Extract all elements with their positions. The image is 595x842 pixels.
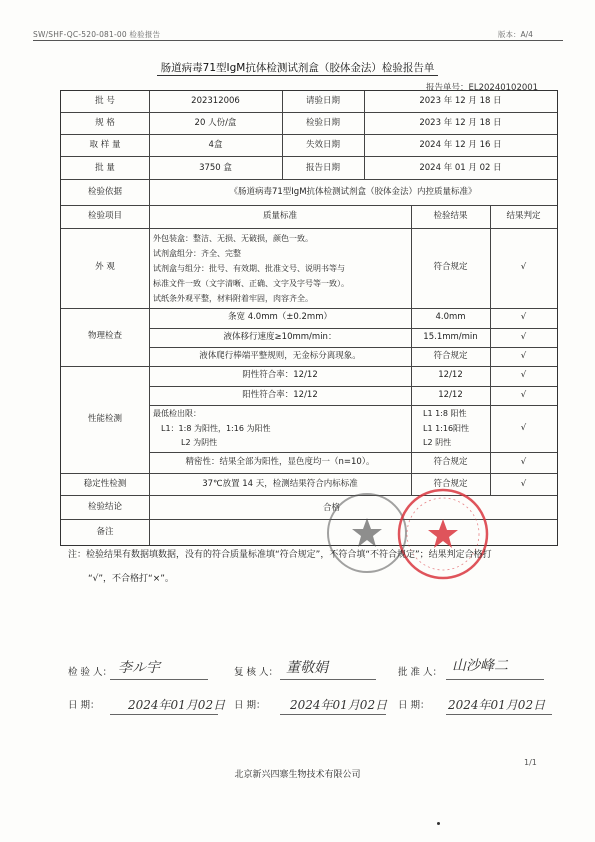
expiry-value: 2024 年 12 月 16 日 xyxy=(419,140,502,150)
company-name: 北京新兴四寨生物技术有限公司 xyxy=(234,770,361,780)
physical-judgement: √ xyxy=(520,332,527,342)
precision-result: 符合规定 xyxy=(433,457,468,467)
remarks-label: 备注 xyxy=(96,527,114,537)
header-rule xyxy=(33,40,563,41)
document-code: SW/SHF-QC-520-081-00 检验报告 xyxy=(33,30,161,39)
physical-result: 15.1mm/min xyxy=(423,332,478,342)
approver-date: 2024年01月02日 xyxy=(448,698,546,712)
apply-date-label: 请验日期 xyxy=(305,96,340,106)
reviewer-date-label: 日 期： xyxy=(234,700,266,711)
reviewer-signature: 董敬娟 xyxy=(286,660,328,676)
note-line: 注：检验结果有数据填数据，没有的符合质量标准填“符合规定”，不符合填“不符合规定”；结果判定合格打 xyxy=(68,550,492,560)
report-title: 肠道病毒71型IgM抗体检测试剂盒（胶体金法）检验报告单 xyxy=(0,60,595,75)
spec-label: 规 格 xyxy=(95,118,115,128)
basis-label: 检验依据 xyxy=(87,187,122,197)
performance-label: 性能检测 xyxy=(87,414,122,424)
positive-coincidence-result: 12/12 xyxy=(438,390,463,400)
precision-judgement: √ xyxy=(520,457,527,467)
approver-line xyxy=(446,679,544,680)
sample-value: 4盒 xyxy=(208,140,223,150)
approver-date-label: 日 期： xyxy=(398,700,430,711)
appearance-standard-line: 试剂盒与组分：批号、有效期、批准文号、说明书等与 xyxy=(153,264,345,273)
limit-standard-line: L1：1:8 为阳性，1:16 为阳性 xyxy=(161,424,271,433)
inspector-date-label: 日 期： xyxy=(68,700,100,711)
header-result: 检验结果 xyxy=(433,211,468,221)
negative-coincidence-standard: 阴性符合率：12/12 xyxy=(242,370,318,380)
header-item: 检验项目 xyxy=(87,211,122,221)
limit-judgement: √ xyxy=(520,423,527,433)
report-table xyxy=(60,90,558,546)
limit-standard-line: L2 为阴性 xyxy=(181,438,218,447)
document-version: 版本：A/4 xyxy=(498,30,533,39)
test-date-label: 检验日期 xyxy=(305,118,340,128)
basis-value: 《肠道病毒71型IgM抗体检测试剂盒（胶体金法）内控质量标准》 xyxy=(229,187,477,197)
conclusion-value: 合格 xyxy=(323,503,341,513)
inspector-signature: 李ル宇 xyxy=(118,660,160,676)
approver-label: 批 准 人： xyxy=(398,667,443,678)
header-judgement: 结果判定 xyxy=(506,211,541,221)
inspector-line xyxy=(110,679,208,680)
report-date-value: 2024 年 01 月 02 日 xyxy=(419,163,502,173)
approver-signature: 山沙峰二 xyxy=(452,658,508,674)
stability-judgement: √ xyxy=(520,479,527,489)
physical-standard: 条宽 4.0mm（±0.2mm） xyxy=(228,312,332,322)
scan-mark xyxy=(437,822,440,825)
positive-coincidence-standard: 阳性符合率：12/12 xyxy=(242,390,318,400)
expiry-label: 失效日期 xyxy=(305,140,340,150)
header-standard: 质量标准 xyxy=(262,211,297,221)
physical-result: 符合规定 xyxy=(433,351,468,361)
conclusion-label: 检验结论 xyxy=(87,502,122,512)
sample-label: 取 样 量 xyxy=(89,140,121,150)
reviewer-line xyxy=(280,679,376,680)
note-line: “√”，不合格打“×”。 xyxy=(88,574,174,584)
company-red-seal xyxy=(395,486,491,582)
limit-standard-line: 最低检出限： xyxy=(153,409,201,418)
lot-label: 批 量 xyxy=(95,163,115,173)
reviewer-label: 复 核 人： xyxy=(234,667,279,678)
stability-label: 稳定性检测 xyxy=(83,479,127,489)
limit-result-line: L1 1:8 阳性 xyxy=(423,409,467,418)
physical-judgement: √ xyxy=(520,351,527,361)
inspector-date-line xyxy=(110,714,218,715)
page-number: 1/1 xyxy=(524,758,537,767)
appearance-standard-line: 标准文件一致（文字清晰、正确、文字及字号等一致）。 xyxy=(153,279,349,288)
appearance-result: 符合规定 xyxy=(433,262,468,272)
report-date-label: 报告日期 xyxy=(305,163,340,173)
reviewer-date-line xyxy=(280,714,386,715)
negative-coincidence-result: 12/12 xyxy=(438,370,463,380)
appearance-standard-line: 试纸条外观平整，材料附着牢固，肉容齐全。 xyxy=(153,294,313,303)
lot-value: 3750 盒 xyxy=(199,163,232,173)
apply-date-value: 2023 年 12 月 18 日 xyxy=(419,96,502,106)
physical-result: 4.0mm xyxy=(435,312,466,322)
approver-date-line xyxy=(446,714,552,715)
appearance-standard-line: 试剂盒组分：齐全、完整 xyxy=(153,249,241,258)
inspector-date: 2024年01月02日 xyxy=(128,698,226,712)
inspector-label: 检 验 人： xyxy=(68,667,113,678)
appearance-standard-line: 外包装盒：整洁、无损、无破损，颜色一致。 xyxy=(153,234,313,243)
limit-result-line: L2 阴性 xyxy=(423,438,452,447)
appearance-label: 外 观 xyxy=(95,262,115,272)
limit-result-line: L1 1:16阳性 xyxy=(423,424,470,433)
physical-judgement: √ xyxy=(520,312,527,322)
stability-standard: 37℃放置 14 天，检测结果符合内标标准 xyxy=(202,479,358,489)
reviewer-date: 2024年01月02日 xyxy=(290,698,388,712)
physical-standard: 液体爬行棒端平整规则，无金标分离现象。 xyxy=(199,351,361,361)
positive-coincidence-judgement: √ xyxy=(520,390,527,400)
spec-value: 20 人份/盒 xyxy=(194,118,237,128)
stability-result: 符合规定 xyxy=(433,479,468,489)
physical-standard: 液体移行速度≥10mm/min： xyxy=(223,332,337,342)
report-number: 报告单号：EL20240102001 xyxy=(426,83,539,93)
negative-coincidence-judgement: √ xyxy=(520,370,527,380)
batch-value: 202312006 xyxy=(191,96,240,106)
appearance-judgement: √ xyxy=(520,262,527,272)
physical-label: 物理检查 xyxy=(87,331,122,341)
precision-standard: 精密性：结果全部为阳性，显色度均一（n=10）。 xyxy=(185,457,375,467)
test-date-value: 2023 年 12 月 18 日 xyxy=(419,118,502,128)
batch-label: 批 号 xyxy=(95,96,115,106)
